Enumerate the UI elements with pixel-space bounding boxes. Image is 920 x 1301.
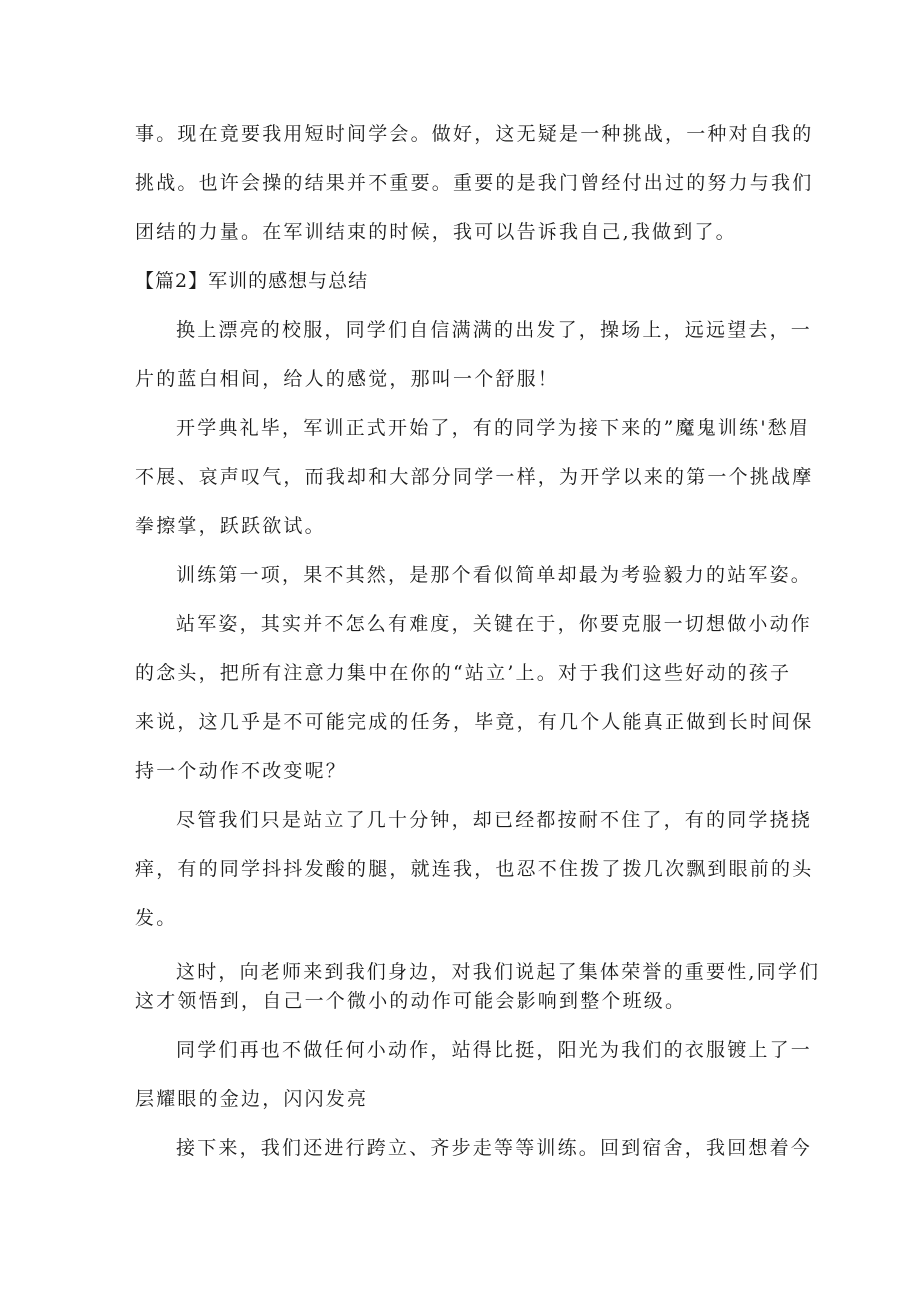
section-heading: 【篇2】军训的感想与总结 bbox=[135, 270, 369, 292]
body-line: 事。现在竟要我用短时间学会。做好，这无疑是一种挑战，一种对自我的 bbox=[135, 123, 814, 145]
body-line: 层耀眼的金边，闪闪发亮 bbox=[135, 1088, 369, 1110]
body-line: 片的蓝白相间，给人的感觉，那叫一个舒服！ bbox=[135, 368, 560, 390]
body-line: 发。 bbox=[135, 907, 178, 929]
body-line: 持一个动作不改变呢？ bbox=[135, 760, 348, 782]
body-line: 不展、哀声叹气，而我却和大部分同学一样，为开学以来的第一个挑战摩 bbox=[135, 466, 814, 488]
body-line: 训练第一项，果不其然，是那个看似简单却最为考验毅力的站军姿。 bbox=[176, 564, 813, 586]
body-line: 开学典礼毕，军训正式开始了，有的同学为接下来的”魔鬼训练'愁眉 bbox=[176, 417, 811, 439]
body-line: 拳擦掌，跃跃欲试。 bbox=[135, 515, 326, 537]
body-line: 这才领悟到，自己一个微小的动作可能会影响到整个班级。 bbox=[135, 990, 687, 1012]
body-line: 尽管我们只是站立了几十分钟，却已经都按耐不住了，有的同学挠挠 bbox=[176, 809, 813, 831]
body-line: 站军姿，其实并不怎么有难度，关键在于，你要克服一切想做小动作 bbox=[176, 613, 813, 635]
body-line: 挑战。也许会操的结果并不重要。重要的是我门曾经付出过的努力与我们 bbox=[135, 172, 814, 194]
body-line: 接下来，我们还进行跨立、齐步走等等训练。回到宿舍，我回想着今 bbox=[176, 1137, 813, 1159]
body-line: 痒，有的同学抖抖发酸的腿，就连我，也忍不住拨了拨几次飘到眼前的头 bbox=[135, 858, 814, 880]
body-line: 来说，这几乎是不可能完成的任务，毕竟，有几个人能真正做到长时间保 bbox=[135, 711, 814, 733]
body-line: 这时，向老师来到我们身边，对我们说起了集体荣誉的重要性,同学们 bbox=[176, 961, 821, 983]
body-line: 的念头，把所有注意力集中在你的“站立’上。对于我们这些好动的孩子 bbox=[135, 662, 792, 684]
body-line: 换上漂亮的校服，同学们自信满满的出发了，操场上，远远望去，一 bbox=[176, 319, 813, 341]
body-line: 团结的力量。在军训结束的时候，我可以告诉我自己,我做到了。 bbox=[135, 221, 737, 243]
body-line: 同学们再也不做任何小动作，站得比挺，阳光为我们的衣服镀上了一 bbox=[176, 1039, 813, 1061]
